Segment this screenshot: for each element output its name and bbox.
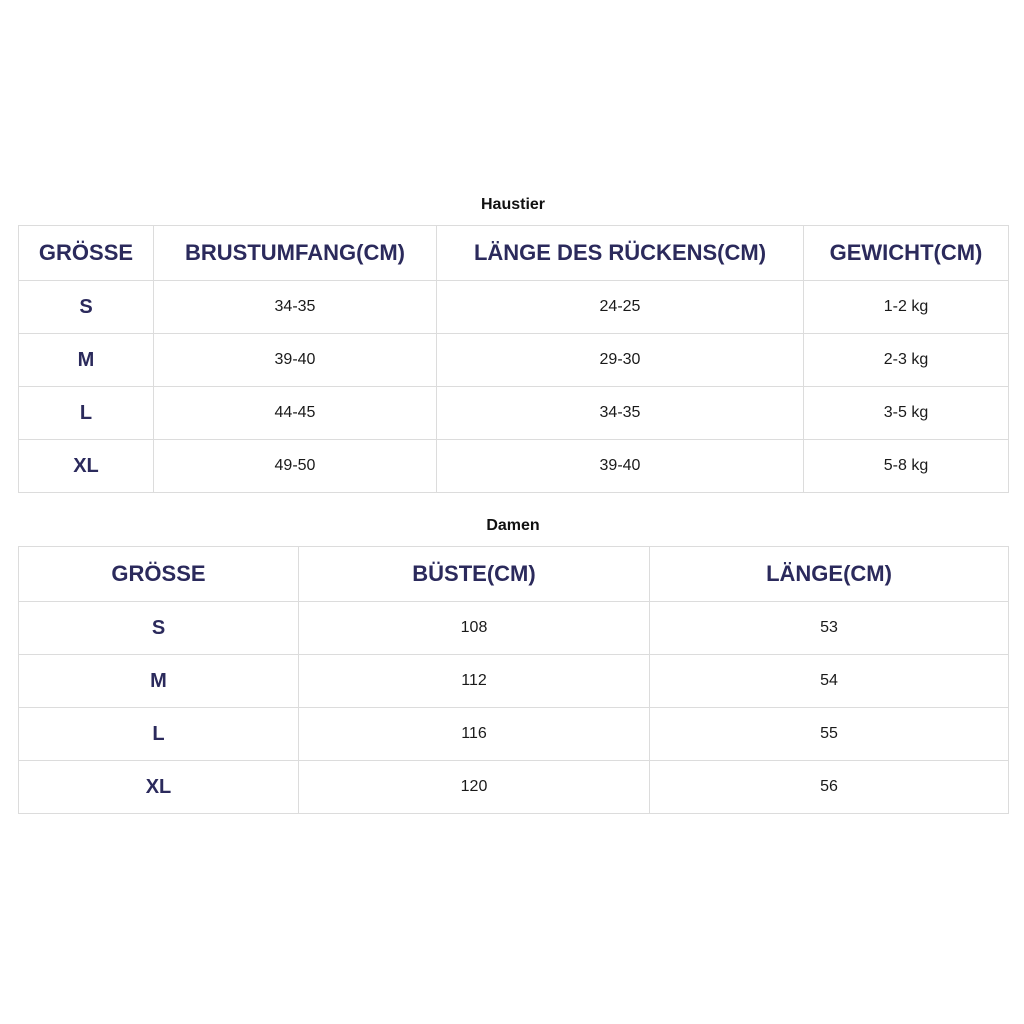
table-cell: 5-8 kg — [804, 440, 1009, 493]
table-cell: 39-40 — [437, 440, 804, 493]
table-cell: 56 — [650, 761, 1009, 814]
column-header: GEWICHT(CM) — [804, 226, 1009, 281]
column-header: GRÖSSE — [19, 547, 299, 602]
women-size-section — [18, 515, 1008, 814]
women-size-table — [18, 546, 1009, 814]
table-row — [19, 655, 1009, 708]
table-row — [19, 387, 1009, 440]
table-cell: 49-50 — [154, 440, 437, 493]
column-header: GRÖSSE — [19, 226, 154, 281]
column-header: BRUSTUMFANG(CM) — [154, 226, 437, 281]
table-cell: 29-30 — [437, 334, 804, 387]
column-header: BÜSTE(CM) — [299, 547, 650, 602]
table-cell: 39-40 — [154, 334, 437, 387]
table-row — [19, 334, 1009, 387]
size-cell: S — [19, 281, 154, 334]
size-cell: XL — [19, 440, 154, 493]
size-cell: XL — [19, 761, 299, 814]
size-cell: M — [19, 334, 154, 387]
size-cell: L — [19, 387, 154, 440]
table-cell: 120 — [299, 761, 650, 814]
column-header: LÄNGE(CM) — [650, 547, 1009, 602]
table-cell: 112 — [299, 655, 650, 708]
table-cell: 108 — [299, 602, 650, 655]
table-row — [19, 761, 1009, 814]
section-title: Damen — [486, 517, 540, 534]
table-header-row — [19, 226, 1009, 281]
table-cell: 24-25 — [437, 281, 804, 334]
table-cell: 1-2 kg — [804, 281, 1009, 334]
table-cell: 34-35 — [437, 387, 804, 440]
table-cell: 55 — [650, 708, 1009, 761]
table-cell: 53 — [650, 602, 1009, 655]
table-row — [19, 602, 1009, 655]
table-cell: 54 — [650, 655, 1009, 708]
table-row — [19, 440, 1009, 493]
size-cell: S — [19, 602, 299, 655]
size-cell: L — [19, 708, 299, 761]
size-cell: M — [19, 655, 299, 708]
section-title: Haustier — [480, 196, 546, 213]
pet-size-table — [18, 225, 1009, 493]
table-cell: 116 — [299, 708, 650, 761]
pet-size-section — [18, 194, 1008, 493]
table-cell: 2-3 kg — [804, 334, 1009, 387]
table-row — [19, 281, 1009, 334]
table-cell: 3-5 kg — [804, 387, 1009, 440]
table-row — [19, 708, 1009, 761]
table-cell: 34-35 — [154, 281, 437, 334]
table-cell: 44-45 — [154, 387, 437, 440]
column-header: LÄNGE DES RÜCKENS(CM) — [437, 226, 804, 281]
table-header-row — [19, 547, 1009, 602]
